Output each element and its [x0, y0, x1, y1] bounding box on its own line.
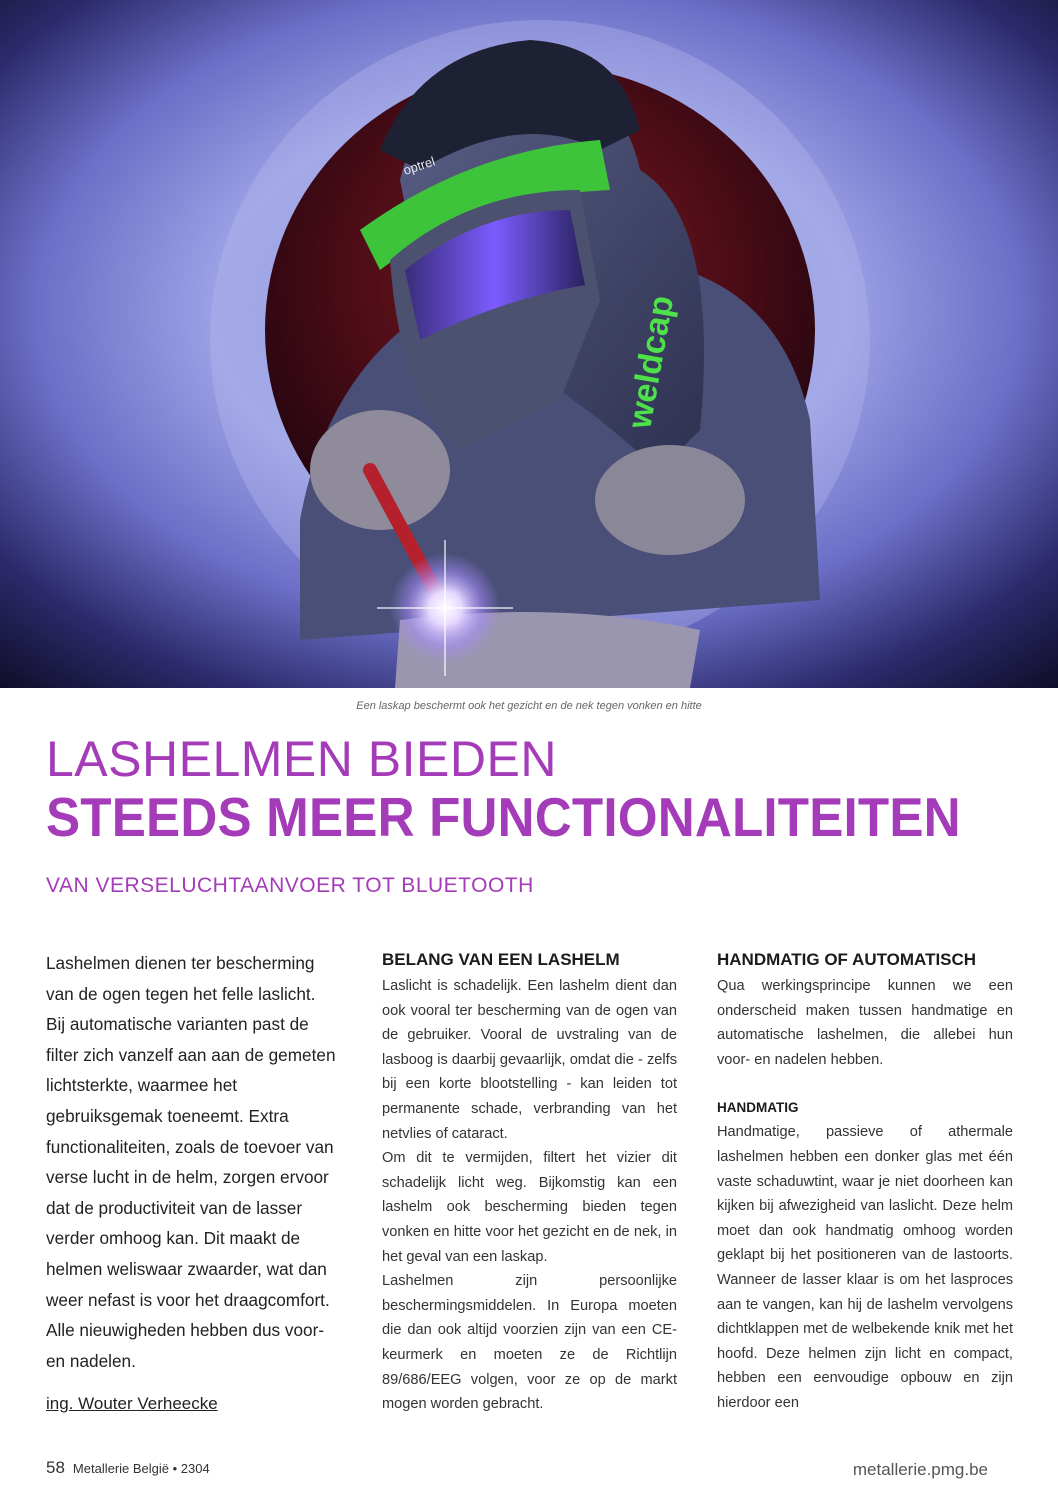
hero-photo — [0, 0, 1058, 688]
page-number: 58 — [46, 1458, 65, 1477]
photo-caption: Een laskap beschermt ook het gezicht en de nek tegen vonken en hitte — [356, 700, 702, 712]
article-title-line1: LASHELMEN BIEDEN — [46, 731, 557, 787]
column-handmatig-automatisch — [717, 948, 1013, 1416]
paragraph: Qua werkingsprincipe kunnen we een onderscheid maken tussen handmatige en automatische lashelmen, die allebei hun voor- en nadelen hebben. — [717, 978, 1013, 1068]
article-intro: Lashelmen dienen ter bescherming van de ogen tegen het felle laslicht. Bij automatische varianten past de filter zich vanzelf aan aan de gemeten lichtsterkte, waarmee het gebruiksgemak toeneemt. Extra functionaliteiten, zoals de toevoer van verse lucht in de helm, zorgen ervoor dat de productiviteit van de lasser verder omhoog kan. Dit maakt de helmen weliswaar zwaarder, wat dan weer nefast is voor het draagcomfort. Alle nieuwigheden hebben dus voor- en nadelen. — [46, 953, 336, 1371]
column-belang — [382, 948, 677, 1417]
section-heading-belang: BELANG VAN EEN LASHELM — [382, 950, 620, 969]
paragraph: Om dit te vermijden, filtert het vizier dit schadelijk licht weg. Bijkomstig kan een lashelm ook bescherming bieden tegen vonken en hitte voor het gezicht en de nek, in het geval van een laskap. — [382, 1150, 677, 1265]
helmet-brand-text: optrel — [401, 153, 437, 178]
article-author: ing. Wouter Verheecke — [46, 1394, 218, 1413]
article-title-line2: STEEDS MEER FUNCTIONALITEITEN — [46, 786, 961, 848]
publication-name: Metallerie België • 2304 — [72, 1461, 210, 1476]
subheading-handmatig: HANDMATIG — [717, 1100, 799, 1116]
article-subtitle: VAN VERSELUCHTAANVOER TOT BLUETOOTH — [46, 874, 534, 897]
paragraph: Lashelmen zijn persoonlijke beschermingsmiddelen. In Europa moeten die dan ook altijd voorzien zijn van een CE-keurmerk en moeten ze de Richtlijn 89/686/EEG volgen, voor ze op de markt mogen worden gebracht. — [382, 1273, 677, 1413]
hood-brand-text: weldcap — [620, 292, 682, 432]
footer-left — [46, 1458, 210, 1478]
website-link[interactable]: metallerie.pmg.be — [852, 1460, 988, 1479]
paragraph: Laslicht is schadelijk. Een lashelm dient dan ook vooral ter bescherming van de ogen van de gebruiker. Vooral de uvstraling van de lasboog is daarbij gevaarlijk, omdat die - zelfs bij een korte blootstelling - kan leiden tot permanente schade, verbranding van het netvlies of cataract. — [382, 978, 677, 1142]
section-heading-handmatig-automatisch: HANDMATIG OF AUTOMATISCH — [717, 950, 977, 969]
welder-illustration — [0, 0, 1058, 688]
paragraph: Handmatige, passieve of athermale lashelmen hebben een donker glas met één vaste schaduwtint, waar je niet doorheen kan kijken bij afwezigheid van laslicht. Deze helm moet dan ook handmatig omhoog worden geklapt bij het positioneren van de lastoorts. Wanneer de lasser klaar is om het lasproces aan te vangen, kan hij de lashelm vervolgens dichtklappen met de welbekende knik met het hoofd. Deze helmen zijn licht en compact, hebben een eenvoudige opbouw en zijn hierdoor een — [717, 1124, 1013, 1411]
